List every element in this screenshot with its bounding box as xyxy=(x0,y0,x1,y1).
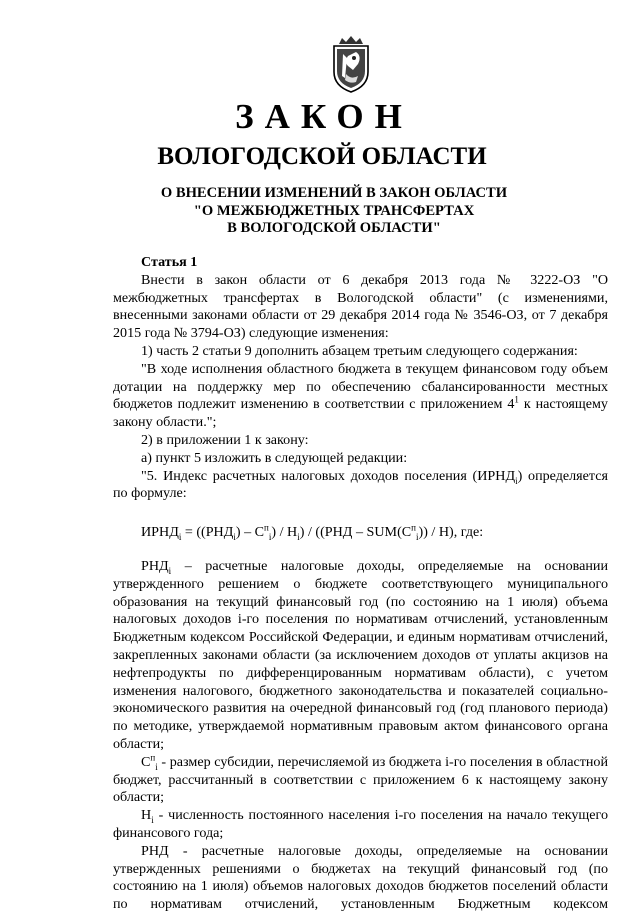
formula-part: = ((РНД xyxy=(181,524,234,541)
article-heading: Статья 1 xyxy=(141,254,198,270)
formula-part: )) / Н), где: xyxy=(418,524,484,541)
subtitle-line: В ВОЛОГОДСКОЙ ОБЛАСТИ" xyxy=(227,220,441,236)
quoted-paragraph xyxy=(113,361,608,432)
definition-subscript: i xyxy=(151,814,154,825)
quote-text: "В ходе исполнения областного бюджета в текущем финансовом году объем дотации на поддержку мер по обеспечению сбалансированности местных бюджетов подлежит изменению в соответствии с приложением 4 xyxy=(113,360,608,413)
definition-text: – расчетные налоговые доходы, определяемые на основании утвержденного решением о бюджете соответствующего муниципального образования на текущий финансовый год (по состоянию на 1 июля) объема налоговых доходов i-го поселения по нормативам отчислений, установленным Бюджетным кодексом Российской Федерации, и единым нормативам отчислений, закрепленных законами области (за исключением доходов от уплаты акцизов на нефтепродукты по дифференцированным нормативам области), с учетом изменения налогового, бюджетного законодательства и показателей социально-экономического развития на очередной финансовый год (год планового периода) по методике, утверждаемой нормативным правовым актом финансового органа области; xyxy=(113,557,608,752)
definition-text: - численность постоянного населения i-го поселения на начало текущего финансового года; xyxy=(113,807,608,841)
formula-part: ) – С xyxy=(235,524,265,541)
law-subtitle xyxy=(0,185,640,238)
formula-sub: i xyxy=(233,531,236,542)
law-body xyxy=(113,254,608,914)
definition-c-i xyxy=(113,754,608,807)
definition-rnd: РНД - расчетные налоговые доходы, определяемые на основании утвержденных решениями о бюджетах на текущий финансовый год (по состоянию на 1 июля) объемов налоговых доходов бюджетов поселений области по нормативам отчислений, установленным Бюджетным кодексом xyxy=(113,842,608,913)
article-intro: Внести в закон области от 6 декабря 2013 года № 3222-ОЗ "О межбюджетных трансфертах в Вологодской области" (с изменениями, внесенными законами области от 29 декабря 2014 года № 3546-ОЗ, от 7 декабря 2015 года № 3794-ОЗ) следующие изменения: xyxy=(113,271,608,342)
formula-sub: i xyxy=(416,531,419,542)
subtitle-line: "О МЕЖБЮДЖЕТНЫХ ТРАНСФЕРТАХ xyxy=(193,202,475,219)
formula xyxy=(113,524,608,542)
formula-part: ) / ((РНД – SUM(С xyxy=(299,524,412,541)
definition-superscript: п xyxy=(150,752,156,763)
point-5-text: "5. Индекс расчетных налоговых доходов поселения (ИРНД xyxy=(141,467,516,484)
definition-rnd-i xyxy=(113,558,608,754)
definition-subscript: i xyxy=(155,761,158,772)
formula-sub: i xyxy=(297,531,300,542)
region-title: ВОЛОГОДСКОЙ ОБЛАСТИ xyxy=(157,143,487,170)
definition-term: Н xyxy=(141,807,152,824)
item-2: 2) в приложении 1 к закону: xyxy=(141,431,309,448)
definition-text: - размер субсидии, перечисляемой из бюджета i-го поселения в областной бюджет, рассчитанный в соответствии с приложением 6 к настоящему закону области; xyxy=(113,753,608,806)
formula-sup: п xyxy=(411,522,416,533)
document-title: ЗАКОН xyxy=(235,97,413,136)
formula-part: ИРНД xyxy=(141,524,179,541)
definition-term: С xyxy=(141,753,151,770)
quote-superscript: 1 xyxy=(514,394,519,405)
formula-sub: i xyxy=(268,531,272,542)
formula-sup: п xyxy=(264,522,269,533)
item-1: 1) часть 2 статьи 9 дополнить абзацем третьим следующего содержания: xyxy=(141,342,578,359)
subtitle-line: О ВНЕСЕНИИ ИЗМЕНЕНИЙ В ЗАКОН ОБЛАСТИ xyxy=(160,185,508,201)
point-5-text-end: ) определяется по формуле: xyxy=(113,467,608,502)
formula-sub: i xyxy=(178,531,182,542)
vologda-coat-of-arms-icon xyxy=(326,34,376,94)
item-2a: а) пункт 5 изложить в следующей редакции: xyxy=(141,449,408,466)
definition-term: РНД xyxy=(141,557,169,574)
definition-subscript: i xyxy=(168,565,172,576)
point-5 xyxy=(113,468,608,504)
formula-part: ) / Н xyxy=(271,524,298,541)
point-5-subscript: i xyxy=(515,475,518,486)
quote-text-end: к настоящему закону области."; xyxy=(113,396,608,431)
definition-h-i xyxy=(113,807,608,843)
